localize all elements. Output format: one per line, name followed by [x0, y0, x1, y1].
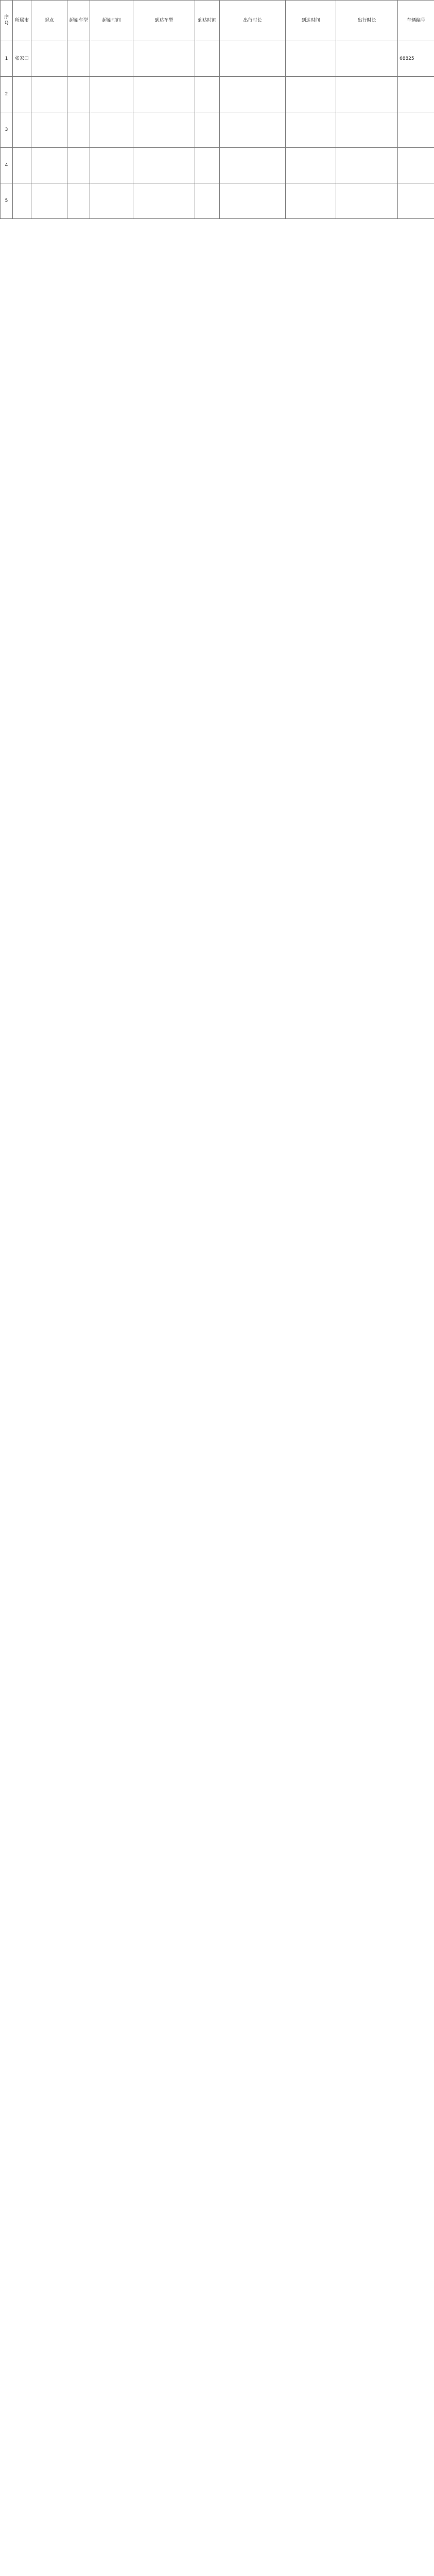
column-header: 车辆编号 [398, 1, 434, 41]
table-cell [286, 148, 336, 183]
table-cell [13, 77, 31, 112]
table-cell [286, 77, 336, 112]
table-cell [195, 77, 220, 112]
column-header: 到达时间 [195, 1, 220, 41]
column-header: 起点 [31, 1, 67, 41]
table-cell [90, 77, 133, 112]
table-cell [133, 41, 195, 77]
column-header: 出行时长 [220, 1, 286, 41]
column-header: 所属市 [13, 1, 31, 41]
table-cell [286, 41, 336, 77]
table-cell [133, 183, 195, 219]
table-cell [336, 183, 398, 219]
table-cell [31, 148, 67, 183]
table-cell [195, 148, 220, 183]
table-cell [67, 41, 90, 77]
column-header: 到达时间 [286, 1, 336, 41]
table-cell [220, 148, 286, 183]
table-row [1, 112, 434, 148]
table-cell: 4 [1, 148, 13, 183]
table-cell [398, 77, 434, 112]
table-cell [90, 148, 133, 183]
table-cell [286, 183, 336, 219]
table-cell [220, 183, 286, 219]
table-cell [336, 41, 398, 77]
table-cell [67, 183, 90, 219]
table-cell [31, 112, 67, 148]
table-cell [220, 112, 286, 148]
table-cell [286, 112, 336, 148]
table-cell: 张家口 [13, 41, 31, 77]
table-cell [195, 112, 220, 148]
table-cell [336, 148, 398, 183]
table-cell [398, 148, 434, 183]
table-cell [90, 41, 133, 77]
table-cell [67, 112, 90, 148]
table-cell: 2 [1, 77, 13, 112]
table-cell [336, 112, 398, 148]
table-cell: 1 [1, 41, 13, 77]
table-cell [31, 183, 67, 219]
table-cell [31, 41, 67, 77]
table-cell [336, 77, 398, 112]
column-header: 起始时间 [90, 1, 133, 41]
table-row [1, 148, 434, 183]
data-table [0, 0, 434, 219]
table-cell [398, 183, 434, 219]
table-row [1, 77, 434, 112]
table-cell [220, 41, 286, 77]
column-header: 出行时长 [336, 1, 398, 41]
column-header: 序号 [1, 1, 13, 41]
table-row [1, 183, 434, 219]
table-cell [67, 148, 90, 183]
table-cell [90, 183, 133, 219]
table-cell [195, 41, 220, 77]
table-cell [133, 112, 195, 148]
table-cell [133, 77, 195, 112]
header-row [1, 1, 434, 41]
table-row [1, 41, 434, 77]
column-header: 起始车型 [67, 1, 90, 41]
table-cell: 3 [1, 112, 13, 148]
table-body [1, 41, 434, 219]
column-header: 到达车型 [133, 1, 195, 41]
table-cell [13, 112, 31, 148]
table-cell: 5 [1, 183, 13, 219]
table-cell [133, 148, 195, 183]
table-cell [13, 183, 31, 219]
table-cell: 68825 [398, 41, 434, 77]
table-cell [90, 112, 133, 148]
table-cell [31, 77, 67, 112]
table-cell [67, 77, 90, 112]
table-cell [13, 148, 31, 183]
table-cell [220, 77, 286, 112]
table-cell [195, 183, 220, 219]
table-cell [398, 112, 434, 148]
